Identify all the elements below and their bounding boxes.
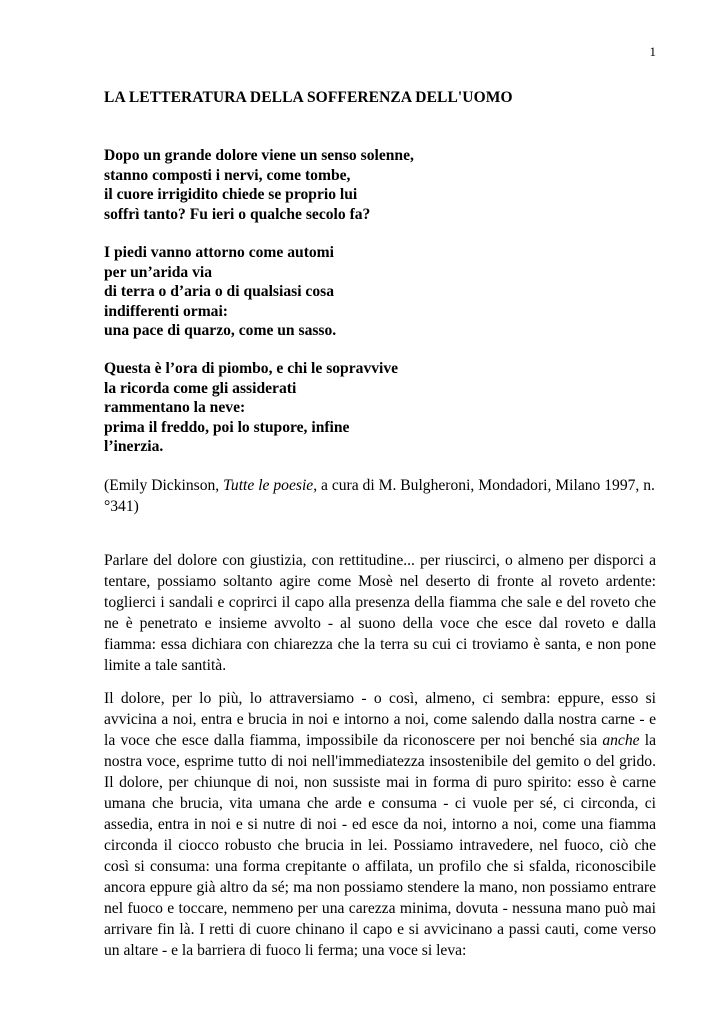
poem-line: Dopo un grande dolore viene un senso solenne,: [104, 147, 414, 164]
poem-stanza-3: [104, 359, 398, 457]
poem-line: Questa è l’ora di piombo, e chi le sopravvive: [104, 360, 399, 377]
poem-line: indifferenti ormai:: [104, 302, 229, 320]
poem-line: l’inerzia.: [104, 438, 164, 456]
body-paragraph-2: [104, 688, 656, 961]
poem-stanza-1: [104, 146, 414, 224]
poem-line: soffrì tanto? Fu ieri o qualche secolo fa?: [104, 205, 371, 223]
poem-line: la ricorda come gli assiderati: [104, 379, 297, 397]
poem-line: una pace di quarzo, come un sasso.: [104, 322, 337, 340]
poem-line: il cuore irrigidito chiede se proprio lui: [104, 186, 358, 204]
document-title: LA LETTERATURA DELLA SOFFERENZA DELL'UOMO: [104, 89, 513, 106]
body-paragraph-1: Parlare del dolore con giustizia, con rettitudine... per riuscirci, o almeno per disporci a tentare, possiamo soltanto agire come Mosè nel deserto di fronte al roveto ardente: toglierci i sandali e coprirci il capo alla presenza della fiamma che sale e del roveto che ne è penetrato e insieme avvolto - al suono della voce che esce dal roveto e dalla fiamma: essa dichiara con chiarezza che la terra su cui ci troviamo è santa, e non pone limite a tale santità.: [104, 552, 656, 674]
poem-line: I piedi vanno attorno come automi: [104, 244, 335, 261]
poem-line: di terra o d’aria o di qualsiasi cosa: [104, 283, 335, 301]
poem-line: rammentano la neve:: [104, 399, 246, 417]
poem-line: stanno composti i nervi, come tombe,: [104, 166, 351, 184]
paragraph-emphasis: anche: [602, 732, 640, 749]
citation-author: (Emily Dickinson,: [104, 477, 224, 494]
poem-line: per un’arida via: [104, 263, 213, 281]
paragraph-text: la nostra voce, esprime tutto di noi nell'immediatezza insostenibile del gemito o del grido. Il dolore, per chiunque di noi, non sussiste mai in forma di puro spirito: esso è carne umana che brucia, vita umana che arde e consuma - ci vuole per sé, ci circonda, ci assedia, entra in noi e si nutre di noi - ed esce da noi, intorno a noi, come una fiamma circonda il ciocco robusto che brucia in lei. Possiamo intravedere, nel fuoco, ciò che così si consuma: una forma crepitante o affilata, un profilo che si sfalda, riconoscibile ancora eppure già altro da sé; ma non possiamo stendere la mano, non possiamo entrare nel fuoco e toccare, nemmeno per una carezza minima, dovuta - nessuna mano può mai arrivare fin là. I retti di cuore chinano il capo e si avvicinano a passi cauti, come verso un altare - e la barriera di fuoco li ferma; una voce si leva:: [104, 732, 656, 959]
paragraph-text: Il dolore, per lo più, lo attraversiamo - o così, almeno, ci sembra: eppure, esso si avvicina a noi, entra e brucia in noi e intorno a noi, come salendo dalla nostra carne - e la voce che esce dalla fiamma, impossibile da riconoscere per noi benché sia: [104, 690, 656, 749]
poem-stanza-2: [104, 243, 336, 341]
citation-publisher: , a cura di M. Bulgheroni, Mondadori, Milano 1997, n. °341): [104, 477, 655, 515]
citation-book-title: Tutte le poesie: [223, 477, 314, 494]
poem-line: prima il freddo, poi lo stupore, infine: [104, 418, 350, 436]
poem-citation: [104, 475, 658, 517]
page-number: 1: [649, 44, 656, 59]
